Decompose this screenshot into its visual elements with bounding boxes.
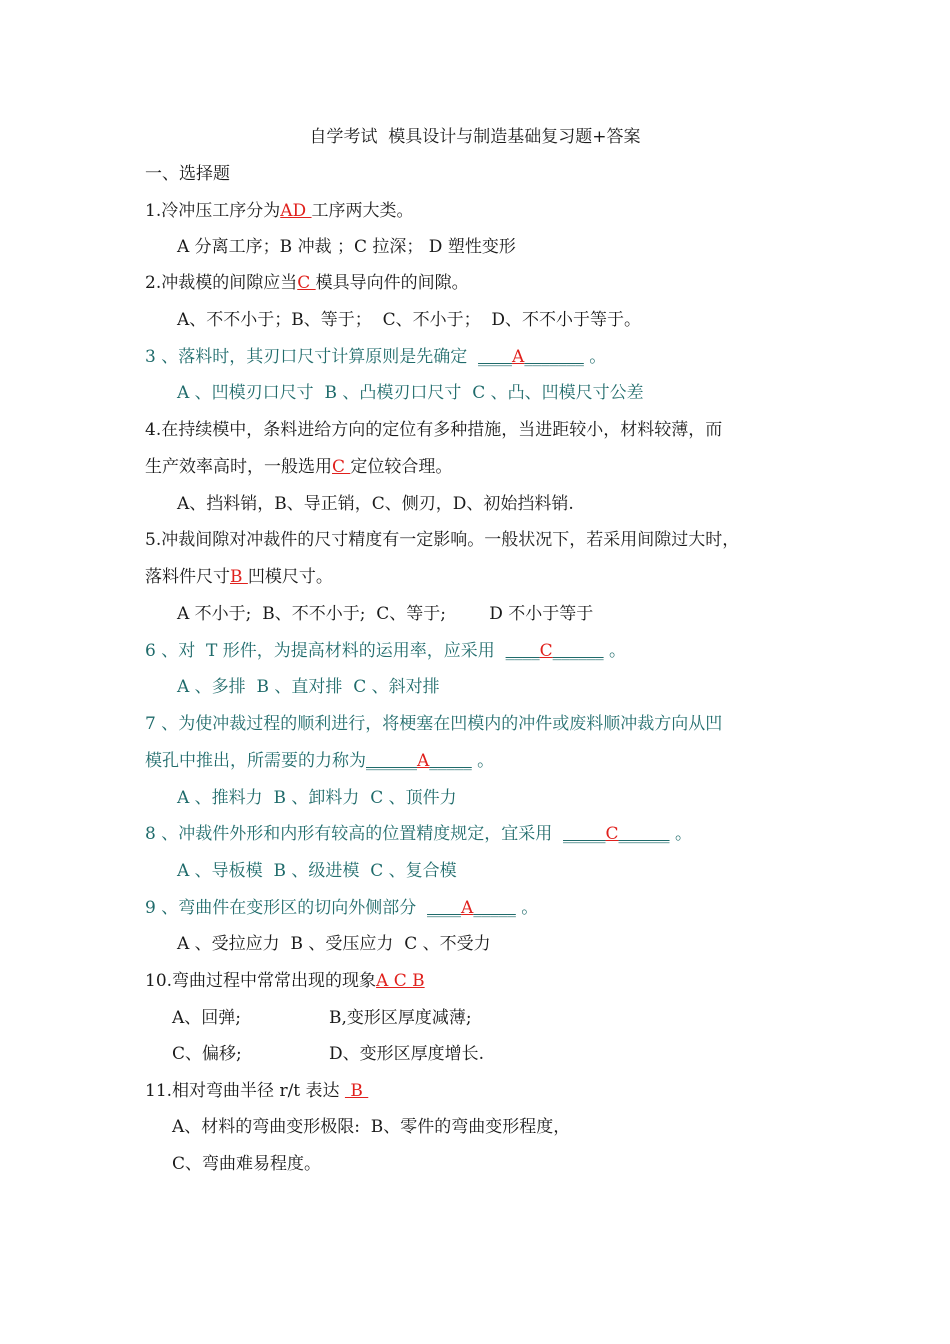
question-text: 3 、落料时，其刃口尺寸计算原则是先确定 [145, 347, 479, 367]
question-1 [145, 200, 414, 222]
page-title: 自学考试 模具设计与制造基础复习题+答案 [309, 127, 641, 147]
question-text: 。 [583, 347, 607, 367]
question-3-options: A 、凹模刃口尺寸 B 、凸模刃口尺寸 C 、凸、凹模尺寸公差 [177, 383, 644, 403]
blank: ______ [618, 824, 670, 844]
question-5-line-1: 5.冲裁间隙对冲裁件的尺寸精度有一定影响。一般状况下，若采用间隙过大时， [145, 530, 740, 550]
question-text: 生产效率高时，一般选用 [145, 457, 332, 477]
question-text: 模孔中推出，所需要的力称为 [145, 751, 366, 771]
question-5-line-2 [145, 566, 333, 588]
question-1-options: A 分离工序；B 冲裁 ；C 拉深； D 塑性变形 [177, 237, 516, 257]
question-5-options: A 不小于; B、不不小于; C、等于; D 不小于等于 [177, 604, 594, 624]
question-4-options: A、挡料销，B、导正销，C、侧刃，D、初始挡料销. [177, 494, 574, 514]
question-10-option-b: B,变形区厚度减薄; [329, 1008, 472, 1028]
answer: C [297, 273, 316, 293]
question-11-options-line-2: C、弯曲难易程度。 [172, 1154, 322, 1174]
section-heading: 一、选择题 [145, 164, 230, 184]
question-text: 2.冲裁模的间隙应当 [145, 273, 298, 293]
question-text: 8 、冲裁件外形和内形有较高的位置精度规定，宜采用 [145, 824, 564, 844]
question-text: 10.弯曲过程中常常出现的现象 [145, 971, 377, 991]
question-text: 1.冷冲压工序分为 [145, 201, 281, 221]
answer: B [230, 567, 248, 587]
question-text: 工序两大类。 [311, 201, 414, 221]
question-9-options: A 、受拉应力 B 、受压应力 C 、不受力 [177, 934, 491, 954]
question-text: 凹模尺寸。 [247, 567, 333, 587]
question-2 [145, 272, 469, 294]
question-text: 9 、弯曲件在变形区的切向外侧部分 [145, 898, 428, 918]
blank: _____ [563, 824, 606, 844]
question-text: 。 [669, 824, 692, 844]
answer: A [417, 751, 430, 771]
question-6 [145, 640, 626, 662]
question-text: 6 、对 T 形件，为提高材料的运用率，应采用 [145, 641, 506, 661]
answer: C [605, 824, 619, 844]
answer: C [539, 641, 553, 661]
question-3 [145, 346, 606, 368]
question-8-options: A 、导板模 B 、级进模 C 、复合模 [177, 861, 457, 881]
answer: A [461, 898, 474, 918]
question-text: 定位较合理。 [350, 457, 453, 477]
question-text: 。 [603, 641, 626, 661]
question-8 [145, 823, 692, 845]
blank: _____ [429, 751, 472, 771]
question-2-options: A、不不小于；B、等于； C、不小于； D、不不小于等于。 [177, 310, 642, 330]
blank: _____ [473, 898, 516, 918]
question-text: 。 [471, 751, 495, 771]
question-7-line-1: 7 、为使冲裁过程的顺利进行，将梗塞在凹模内的冲件或废料顺冲裁方向从凹 [145, 714, 723, 734]
question-7-line-2 [145, 750, 494, 772]
blank: ______ [552, 641, 604, 661]
question-text: 11.相对弯曲半径 r/t 表达 [145, 1081, 345, 1101]
answer: AD [280, 201, 312, 221]
question-6-options: A 、多排 B 、直对排 C 、斜对排 [177, 677, 440, 697]
question-11-options-line-1: A、材料的弯曲变形极限: B、零件的弯曲变形程度， [172, 1117, 571, 1137]
blank: ____ [505, 641, 540, 661]
question-7-options: A 、推料力 B 、卸料力 C 、顶件力 [177, 788, 457, 808]
answer: A [512, 347, 525, 367]
blank: ____ [427, 898, 462, 918]
question-10-option-c: C、偏移; [172, 1044, 242, 1064]
blank: ____ [478, 347, 513, 367]
answer: C [332, 457, 351, 477]
blank: _______ [524, 347, 584, 367]
answer: A C B [376, 971, 425, 991]
question-text: 模具导向件的间隙。 [315, 273, 469, 293]
question-4-line-2 [145, 456, 452, 478]
question-text: 。 [515, 898, 539, 918]
question-10 [145, 970, 425, 992]
question-10-option-a: A、回弹; [172, 1008, 242, 1028]
answer: B [344, 1081, 369, 1101]
question-11 [145, 1080, 368, 1102]
blank: ______ [366, 751, 417, 771]
question-9 [145, 897, 538, 919]
question-4-line-1: 4.在持续模中，条料进给方向的定位有多种措施，当进距较小，材料较薄，而 [145, 420, 723, 440]
question-text: 落料件尺寸 [145, 567, 230, 587]
question-10-option-d: D、变形区厚度增长. [329, 1044, 485, 1064]
